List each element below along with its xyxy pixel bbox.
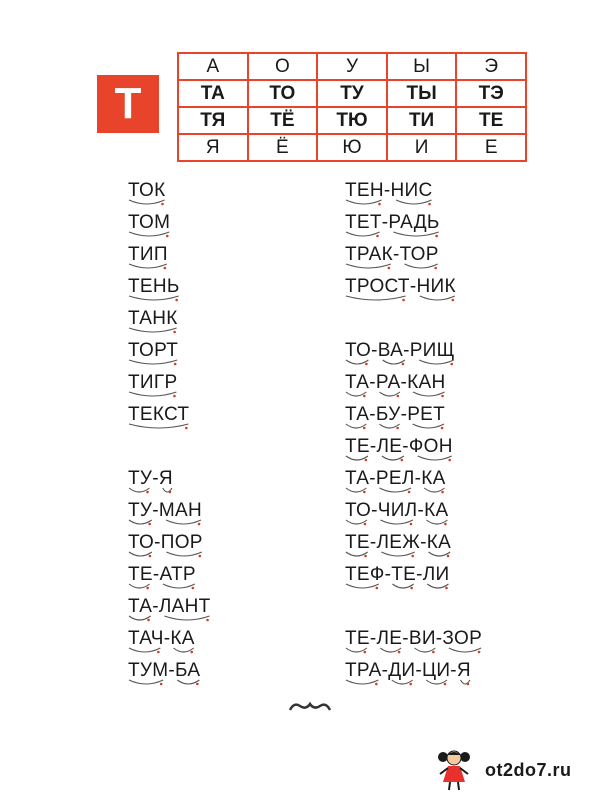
word-text: ТАНК [128, 308, 178, 329]
syllable-arcs [128, 359, 348, 367]
syllable-row [178, 80, 526, 107]
word-item [345, 304, 565, 336]
vowel-dot [364, 555, 367, 558]
word-item [128, 624, 348, 656]
vowel-dot [174, 363, 177, 366]
syllable-arcs [128, 295, 348, 303]
word-item [128, 400, 348, 432]
word-item [128, 176, 348, 208]
word-text: ТЕФ-ТЕ-ЛИ [345, 564, 450, 585]
syllable-cell: И [387, 134, 457, 161]
vowel-dot [375, 683, 378, 686]
syllable-arc [346, 232, 379, 236]
vowel-dot [478, 651, 481, 654]
syllable-cell: ТО [248, 80, 318, 107]
word-item [345, 240, 565, 272]
syllable-arcs [345, 391, 565, 399]
word-text: ТЕТ-РАДЬ [345, 212, 440, 233]
syllable-arcs [128, 231, 348, 239]
syllable-arc [163, 584, 195, 588]
vowel-dot [146, 491, 149, 494]
vowel-dot [410, 587, 413, 590]
word-item [345, 336, 565, 368]
word-item [128, 592, 348, 624]
syllable-arc [166, 552, 201, 556]
word-item [128, 208, 348, 240]
syllable-arcs [128, 263, 348, 271]
syllable-arcs [345, 487, 565, 495]
syllable-arc [129, 200, 165, 204]
vowel-dot [169, 491, 172, 494]
letter-badge: Т [97, 75, 159, 133]
word-item [128, 560, 348, 592]
syllable-arcs [128, 647, 348, 655]
word-item [128, 272, 348, 304]
vowel-dot [441, 491, 444, 494]
word-text: ТЕН-НИС [345, 180, 433, 201]
word-item [345, 496, 565, 528]
syllable-arcs [345, 263, 565, 271]
syllable-arc [380, 488, 412, 492]
word-item [128, 304, 348, 336]
syllable-cell: ТЮ [317, 107, 387, 134]
syllable-arcs [345, 679, 565, 687]
syllable-arc [413, 392, 445, 396]
vowel-dot [147, 619, 150, 622]
syllable-arc [129, 552, 152, 556]
syllable-arcs [128, 391, 348, 399]
word-text: ТУ-Я [128, 468, 173, 489]
syllable-cell: У [317, 53, 387, 80]
word-item [345, 400, 565, 432]
syllable-arcs [345, 455, 565, 463]
word-item [345, 528, 565, 560]
word-text: ТО-ВА-РИЩ [345, 340, 455, 361]
syllable-cell: Е [456, 134, 526, 161]
word-item [128, 368, 348, 400]
syllable-arc [129, 328, 177, 332]
syllable-arc [129, 616, 151, 620]
vowel-dot [364, 651, 367, 654]
word-text: ТОРТ [128, 340, 179, 361]
syllable-arc [346, 552, 368, 556]
vowel-dot [190, 651, 193, 654]
syllable-arcs [345, 551, 565, 559]
word-text: ТА-РЕЛ-КА [345, 468, 446, 489]
syllable-arcs [128, 199, 348, 207]
vowel-dot [441, 395, 444, 398]
syllable-arcs [128, 519, 348, 527]
vowel-dot [448, 459, 451, 462]
syllable-arc [346, 264, 391, 268]
syllable-cell: ТЁ [248, 107, 318, 134]
word-column-left [128, 176, 348, 688]
vowel-dot [198, 523, 201, 526]
syllable-arcs [345, 583, 565, 591]
syllable-arcs [128, 679, 348, 687]
syllable-arc [129, 680, 163, 684]
vowel-dot [397, 395, 400, 398]
vowel-dot [398, 651, 401, 654]
vowel-dot [376, 235, 379, 238]
syllable-arcs [345, 359, 565, 367]
syllable-cell: А [178, 53, 248, 80]
word-text: ТУМ-БА [128, 660, 201, 681]
syllable-arc [164, 616, 209, 620]
syllable-cell: ТЕ [456, 107, 526, 134]
syllable-arc [346, 456, 368, 460]
word-item [345, 208, 565, 240]
vowel-dot [363, 491, 366, 494]
vowel-dot [396, 427, 399, 430]
word-text: ТЕ-АТР [128, 564, 196, 585]
vowel-dot [161, 203, 164, 206]
syllable-row [178, 134, 526, 161]
syllable-arc [129, 264, 167, 268]
syllable-arcs [345, 423, 565, 431]
syllable-row [178, 107, 526, 134]
vowel-dot [196, 683, 199, 686]
word-text: ТРОСТ-НИК [345, 276, 456, 297]
word-text: ТАЧ-КА [128, 628, 195, 649]
vowel-dot [447, 555, 450, 558]
vowel-dot [376, 587, 379, 590]
syllable-arcs [128, 327, 348, 335]
syllable-arc [383, 360, 405, 364]
syllable-arc [427, 584, 448, 588]
vowel-dot [157, 651, 160, 654]
vowel-dot [409, 683, 412, 686]
girl-icon [437, 748, 471, 792]
vowel-dot [365, 459, 368, 462]
syllable-arc [346, 584, 379, 588]
vowel-dot [408, 491, 411, 494]
vowel-dot [402, 299, 405, 302]
vowel-dot [402, 363, 405, 366]
syllable-cell: ТА [178, 80, 248, 107]
vowel-dot [445, 587, 448, 590]
word-item [345, 656, 565, 688]
syllable-arc [405, 264, 438, 268]
word-item [345, 624, 565, 656]
word-text: ТО-ПОР [128, 532, 203, 553]
syllable-arc [428, 552, 450, 556]
syllable-arc [177, 680, 199, 684]
vowel-dot [441, 427, 444, 430]
word-item [345, 464, 565, 496]
syllable-arcs [128, 615, 348, 623]
syllable-arc [129, 360, 177, 364]
word-item [345, 176, 565, 208]
word-item [345, 368, 565, 400]
syllable-arcs [128, 583, 348, 591]
word-text: ТЕНЬ [128, 276, 180, 297]
syllable-cell: Ё [248, 134, 318, 161]
vowel-dot [378, 203, 381, 206]
vowel-dot [192, 587, 195, 590]
vowel-dot [435, 235, 438, 238]
vowel-dot [444, 683, 447, 686]
site-logo[interactable] [437, 748, 572, 792]
vowel-dot [206, 619, 209, 622]
word-text: ТЕКСТ [128, 404, 190, 425]
vowel-dot [148, 523, 151, 526]
vowel-dot [364, 523, 367, 526]
word-text: ТЕ-ЛЕ-ВИ-ЗОР [345, 628, 483, 649]
syllable-cell: ТУ [317, 80, 387, 107]
syllable-arc [420, 296, 455, 300]
vowel-dot [173, 331, 176, 334]
syllable-arcs [345, 295, 565, 303]
syllable-arc [380, 520, 412, 524]
vowel-dot [146, 587, 149, 590]
vowel-dot [410, 523, 413, 526]
vowel-dot [175, 299, 178, 302]
vowel-dot [428, 203, 431, 206]
syllable-cell: ТЯ [178, 107, 248, 134]
vowel-dot [434, 267, 437, 270]
syllable-arc [382, 456, 404, 460]
syllable-arc [129, 424, 188, 428]
word-item [345, 272, 565, 304]
vowel-dot [173, 395, 176, 398]
word-item [128, 528, 348, 560]
word-text: ТРА-ДИ-ЦИ-Я [345, 660, 471, 681]
page-number-decoration [288, 700, 332, 712]
syllable-arc [449, 648, 481, 652]
word-text: ТОМ [128, 212, 171, 233]
syllable-arc [396, 200, 432, 204]
word-text: ТА-ЛАНТ [128, 596, 211, 617]
word-item [128, 240, 348, 272]
vowel-dot [185, 427, 188, 430]
syllable-cell: ТЭ [456, 80, 526, 107]
syllable-cell: Ю [317, 134, 387, 161]
syllable-row [178, 53, 526, 80]
word-text: ТА-БУ-РЕТ [345, 404, 446, 425]
word-text: ТИГР [128, 372, 178, 393]
word-text: ТЕ-ЛЕ-ФОН [345, 436, 453, 457]
vowel-dot [467, 683, 470, 686]
syllable-cell: ТИ [387, 107, 457, 134]
vowel-dot [452, 299, 455, 302]
vowel-dot [401, 459, 404, 462]
vowel-dot [432, 651, 435, 654]
word-text: ТА-РА-КАН [345, 372, 446, 393]
word-item [345, 592, 565, 624]
word-item [128, 336, 348, 368]
syllable-arcs [128, 487, 348, 495]
word-item [128, 432, 348, 464]
vowel-dot [164, 267, 167, 270]
syllable-cell: ТЫ [387, 80, 457, 107]
vowel-dot [444, 523, 447, 526]
syllable-arc [346, 200, 382, 204]
syllable-arc [166, 520, 201, 524]
syllable-arc [393, 232, 438, 236]
vowel-dot [166, 235, 169, 238]
word-item [128, 496, 348, 528]
word-text: ТУ-МАН [128, 500, 203, 521]
syllable-arc [129, 392, 176, 396]
syllable-arcs [128, 551, 348, 559]
syllable-arcs [345, 519, 565, 527]
syllable-cell: Э [456, 53, 526, 80]
syllable-arc [392, 584, 413, 588]
syllable-arcs [128, 423, 348, 431]
word-text: ТРАК-ТОР [345, 244, 439, 265]
vowel-dot [363, 427, 366, 430]
syllable-arc [129, 296, 179, 300]
vowel-dot [149, 555, 152, 558]
syllable-arc [346, 680, 378, 684]
word-column-right [345, 176, 565, 688]
word-item [345, 432, 565, 464]
word-item [128, 464, 348, 496]
word-text: ТО-ЧИЛ-КА [345, 500, 449, 521]
site-name: ot2do7.ru [485, 759, 572, 780]
syllable-arcs [345, 231, 565, 239]
syllable-table [177, 52, 527, 162]
word-text: ТОК [128, 180, 166, 201]
syllable-cell: Я [178, 134, 248, 161]
word-item [128, 656, 348, 688]
syllable-arc [381, 552, 414, 556]
syllable-arc [129, 648, 160, 652]
word-item [345, 560, 565, 592]
vowel-dot [198, 555, 201, 558]
vowel-dot [365, 363, 368, 366]
syllable-arc [418, 456, 452, 460]
syllable-arc [419, 360, 454, 364]
syllable-cell: О [248, 53, 318, 80]
vowel-dot [388, 267, 391, 270]
syllable-arcs [345, 647, 565, 655]
syllable-arc [129, 520, 152, 524]
syllable-arc [413, 424, 444, 428]
syllable-cell: Ы [387, 53, 457, 80]
syllable-arcs [345, 199, 565, 207]
word-text: ТЕ-ЛЕЖ-КА [345, 532, 452, 553]
syllable-arc [346, 360, 368, 364]
vowel-dot [411, 555, 414, 558]
syllable-arc [346, 296, 406, 300]
vowel-dot [363, 395, 366, 398]
syllable-arc [129, 232, 169, 236]
word-text: ТИП [128, 244, 168, 265]
vowel-dot [160, 683, 163, 686]
vowel-dot [450, 363, 453, 366]
